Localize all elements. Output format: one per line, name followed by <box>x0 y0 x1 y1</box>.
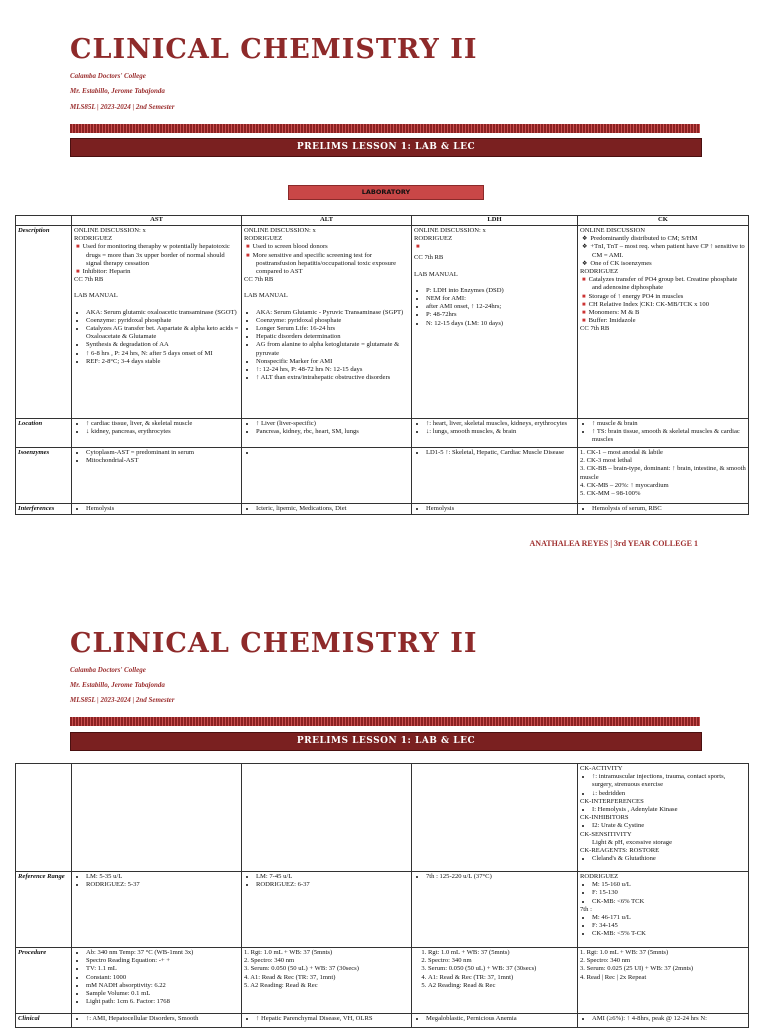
text-line: 4. A1: Read & Rec (TR: 37, 1mnt) <box>244 973 336 981</box>
list-item: • Icteric, lipemic, Medications, Diet <box>256 505 409 513</box>
text-line: CC 7th RB <box>74 276 104 284</box>
section-label: LABORATORY <box>288 185 484 200</box>
list-item: • 7th : 125-220 u/L (37°C) <box>426 873 575 881</box>
list-item: • Constant: 1000 <box>86 974 239 982</box>
text-line: CC 7th RB <box>414 254 444 262</box>
list-item: 2. Spectro: 340 nm <box>428 957 575 965</box>
list-item: • ↑ TS: brain tissue, smooth & skeletal muscles & cardiac muscles <box>592 428 746 444</box>
ast-clinical <box>72 1014 242 1028</box>
column-header: CK <box>578 216 749 226</box>
list-item: • AG from alanine to alpha ketoglutarate = glutamate & pyruvate <box>256 341 409 357</box>
text-line <box>74 284 239 292</box>
row-label: Description <box>16 226 72 419</box>
list-item: • REF: 2-8°C; 3-4 days stable <box>86 358 239 366</box>
table-row <box>16 1014 749 1028</box>
list-item: • P: 48-72hrs <box>426 311 575 319</box>
list-item: ■ More sensitive and specific screening test for posttransfusion hepatitis/occupational toxic exposure compared to AST <box>256 252 409 277</box>
row-label: Procedure <box>16 948 72 1014</box>
list-item: • ↑ Liver (liver-specific) <box>256 420 409 428</box>
text-line <box>414 263 575 271</box>
list-item: • M: 46-171 u/L <box>592 914 746 922</box>
subheading: CK-REAGENTS: ROSTORE <box>580 847 660 855</box>
list-item: • Coenzyme: pyridoxal phosphate <box>86 317 239 325</box>
authors: Mr. Estabillo, Jerome Tabajonda <box>70 87 165 95</box>
text-line: 2. Spectro: 340 nm <box>580 957 631 965</box>
list-item: ■ Used for monitoring theraphy w potentially hepatotoxic drugs = more than 3x upper border of normal should signal therapy cessation <box>86 243 239 268</box>
list-item: • AMI (≥6%): ↑ 4-8hrs, peak @ 12-24 hrs N: <box>592 1015 746 1023</box>
table-row <box>16 419 749 448</box>
list-item: • Mitochondrial-AST <box>86 457 239 465</box>
text-line: RODRIGUEZ <box>244 235 283 243</box>
list-item: • LD1-5 ↑: Skeletal, Hepatic, Cardiac Muscle Disease <box>426 449 575 457</box>
list-item: • ↓: bedridden <box>592 790 746 798</box>
text-line: 1. Rgt: 1.0 mL + WB: 37 (5mnts) <box>580 949 669 956</box>
list-item: • RODRIGUEZ: 5-37 <box>86 881 239 889</box>
list-item: • NEM for AMI: <box>426 295 575 303</box>
list-item: • Pancreas, kidney, rbc, heart, SM, lungs <box>256 428 409 436</box>
ck-isoenzymes <box>578 448 749 504</box>
ldh-isoenzymes <box>412 448 578 504</box>
list-item: • after AMI onset, ↑ 12-24hrs; <box>426 303 575 311</box>
list-item: ■ Monomers: M & B <box>592 309 746 317</box>
subheading: CK-INTERFERENCES <box>580 797 644 805</box>
list-item: • Cytoplasm-AST = predominant in serum <box>86 449 239 457</box>
text-line <box>244 284 409 292</box>
row-label: Clinical <box>16 1014 72 1028</box>
text-line: 2. CK-3 most lethal <box>580 457 633 465</box>
table-row <box>16 504 749 515</box>
row-label: Interferences <box>16 504 72 515</box>
list-item: • Spectro Reading Equation: -+ + <box>86 957 239 965</box>
ck-reference <box>578 872 749 948</box>
page-footer: ANATHALEA REYES | 3rd YEAR COLLEGE 1 <box>529 539 698 548</box>
ast-description <box>72 226 242 419</box>
text-line: 3. Serum: 0.025 (25 UI) + WB: 37 (2mnts) <box>580 965 694 973</box>
list-item: • Cleland's & Glutathione <box>592 855 746 863</box>
ldh-description <box>412 226 578 419</box>
list-item: Light & pH, excessive storage <box>592 838 673 846</box>
text-line: 1. Rgt: 1.0 mL + WB: 37 (5mnts) <box>244 949 333 956</box>
list-item: • ↑: intramuscular injections, trauma, contact sports, surgery, strenuous exercise <box>592 773 746 789</box>
list-item: • Sample Volume: 0.1 mL <box>86 990 239 998</box>
text-line: 4. Read | Rec | 2x Repeat <box>580 973 647 981</box>
subheading: CK-ACTIVITY <box>580 765 623 772</box>
table-header-row <box>16 216 749 226</box>
text-line: RODRIGUEZ <box>580 268 619 276</box>
ck-clinical <box>578 1014 749 1028</box>
row-label: Location <box>16 419 72 448</box>
list-item: • Hemolysis of serum, RBC <box>592 505 746 513</box>
list-item: • N: 12-15 days (LM: 10 days) <box>426 320 575 328</box>
subheading: CK-INHIBITORS <box>580 814 629 822</box>
list-item: • I: Hemolysis , Adenylate Kinase <box>592 806 746 814</box>
list-item: • CK-MB: <6% TCK <box>592 898 746 906</box>
page-title: CLINICAL CHEMISTRY II <box>70 628 478 659</box>
empty-cell <box>16 764 72 872</box>
alt-clinical <box>242 1014 412 1028</box>
list-item: 1. Rgt: 1.0 mL + WB: 37 (5mnts) <box>428 949 575 957</box>
text-line: CC 7th RB <box>580 325 610 333</box>
lesson-banner: PRELIMS LESSON 1: LAB & LEC <box>70 138 702 157</box>
list-item: • ↑ cardiac tissue, liver, & skeletal muscle <box>86 420 239 428</box>
course-info: MLS85L | 2023-2024 | 2nd Semester <box>70 696 175 704</box>
list-item: • AKA: Serum glutamic oxaloacetic transaminase (SGOT) <box>86 309 239 317</box>
ck-procedure <box>578 948 749 1014</box>
divider-stripe <box>70 124 700 133</box>
text-line: LAB MANUAL <box>74 292 118 300</box>
empty-cell <box>412 764 578 872</box>
text-line: LAB MANUAL <box>414 270 458 278</box>
list-item: ■ Buffer: Imidazole <box>592 317 746 325</box>
college-name: Calamba Doctors' College <box>70 72 146 80</box>
list-item: • RODRIGUEZ: 6-37 <box>256 881 409 889</box>
list-item: • TV: 1.1 mL <box>86 965 239 973</box>
text-line: 3. Serum: 0.050 (50 uL) + WB: 37 (30secs) <box>244 965 359 973</box>
ast-location <box>72 419 242 448</box>
table-row <box>16 948 749 1014</box>
text-line: 5. CK-MM – 98-100% <box>580 490 641 498</box>
list-item: • AKA: Serum Glutamic - Pyruvic Transaminase (SGPT) <box>256 309 409 317</box>
list-item: ■ Storage of ↑ energy PO4 in muscles <box>592 293 746 301</box>
list-item: • I2: Urate & Cystine <box>592 822 746 830</box>
list-item: ❖ One of CK isoenzymes <box>592 260 746 268</box>
ck-location <box>578 419 749 448</box>
text-line: 1. CK-1 – most anodal & labile <box>580 449 663 456</box>
subheading: CK-SENSITIVITY <box>580 830 632 838</box>
hand-point-icon: ■ <box>416 244 420 251</box>
course-info: MLS85L | 2023-2024 | 2nd Semester <box>70 103 175 111</box>
list-item: • Nonspecific Marker for AMI <box>256 358 409 366</box>
ldh-location <box>412 419 578 448</box>
ast-interferences <box>72 504 242 515</box>
alt-procedure <box>242 948 412 1014</box>
list-item: 3. Serum: 0.050 (50 uL) + WB: 37 (30secs) <box>428 965 575 973</box>
list-item: • ↑ muscle & brain <box>592 420 746 428</box>
list-item: • ↑ 6-8 hrs , P: 24 hrs, N: after 5 days onset of MI <box>86 350 239 358</box>
subheading: 7th : <box>580 905 592 913</box>
text-line: CC 7th RB <box>244 276 274 284</box>
list-item <box>256 449 409 457</box>
alt-description <box>242 226 412 419</box>
ldh-clinical <box>412 1014 578 1028</box>
list-item: • LM: 5-35 u/L <box>86 873 239 881</box>
list-item: • P: LDH into Enzymes (DSD) <box>426 287 575 295</box>
table-row <box>16 872 749 948</box>
list-item: ■ Used to screen blood donors <box>256 243 409 251</box>
text-line: 3. CK-BB – brain-type, dominant: ↑ brain, intestine, & smooth muscle <box>580 465 746 481</box>
alt-reference <box>242 872 412 948</box>
list-item: • CK-MB: <5% T-CK <box>592 930 746 938</box>
list-item: • Ab: 340 nm Temp: 37 °C (WB-1mnt 3x) <box>86 949 239 957</box>
text-line: 4. CK-MB – 20%: ↑ myocardium <box>580 481 669 489</box>
list-item: • Hemolysis <box>426 505 575 513</box>
table-row <box>16 448 749 504</box>
ast-reference <box>72 872 242 948</box>
list-item: • Longer Serum Life: 16-24 hrs <box>256 325 409 333</box>
text-line: 5. A2 Reading: Read & Rec <box>244 981 318 989</box>
list-item: 5. A2 Reading: Read & Rec <box>428 982 575 990</box>
list-item: • ↑: 12-24 hrs, P: 48-72 hrs N: 12-15 days <box>256 366 409 374</box>
list-item: • ↓: lungs, smooth muscles, & brain <box>426 428 575 436</box>
lesson-banner: PRELIMS LESSON 1: LAB & LEC <box>70 732 702 751</box>
page-title: CLINICAL CHEMISTRY II <box>70 34 478 65</box>
authors: Mr. Estabillo, Jerome Tabajonda <box>70 681 165 689</box>
list-item: ❖ +TnI, TnT – most req. when patient have CP ↑ sensitive to CM = AMI. <box>592 243 746 259</box>
list-item: ■ Catalyzes transfer of PO4 group bet. Creatine phosphate and adenosine diphosphate <box>592 276 746 292</box>
list-item: • Light path: 1cm 6. Factor: 1768 <box>86 998 239 1006</box>
list-item: • Coenzyme: pyridoxal phosphate <box>256 317 409 325</box>
ck-extra <box>578 764 749 872</box>
column-header: ALT <box>242 216 412 226</box>
ast-isoenzymes <box>72 448 242 504</box>
subheading: RODRIGUEZ <box>580 873 619 880</box>
ck-interferences <box>578 504 749 515</box>
list-item: • Catalyzes AG transfer bet. Aspartate & alpha keto acids = Oxaloacetate & Glutamate <box>86 325 239 341</box>
row-label: Isoenzymes <box>16 448 72 504</box>
text-line: LAB MANUAL <box>244 292 288 300</box>
list-item: • ↑: AMI, Hepatocellular Disorders, Smooth <box>86 1015 239 1023</box>
list-item: ■ Inhibitor: Heparin <box>86 268 239 276</box>
empty-cell <box>72 764 242 872</box>
ldh-reference <box>412 872 578 948</box>
list-item: • ↑: heart, liver, skeletal muscles, kidneys, erythrocytes <box>426 420 575 428</box>
column-header: AST <box>72 216 242 226</box>
text-line: RODRIGUEZ <box>74 235 113 243</box>
alt-interferences <box>242 504 412 515</box>
enzyme-table-1 <box>15 215 749 515</box>
row-label: Reference Range <box>16 872 72 948</box>
list-item: • ↓ kidney, pancreas, erythrocytes <box>86 428 239 436</box>
list-item: • Hepatic disorders determination <box>256 333 409 341</box>
alt-isoenzymes <box>242 448 412 504</box>
list-item: ❖ Predominantly distributed to CM; S/HM <box>592 235 746 243</box>
list-item: • F: 34-145 <box>592 922 746 930</box>
list-item: ■ CH Relative Index |CKI: CK-MB/TCK x 100 <box>592 301 746 309</box>
table-row <box>16 764 749 872</box>
list-item: • ↑ Hepatic Parenchymal Disease, VH, OLRS <box>256 1015 409 1023</box>
list-item: • Synthesis & degradation of AA <box>86 341 239 349</box>
list-item: • F: 15-130 <box>592 889 746 897</box>
divider-stripe <box>70 717 700 726</box>
text-line: ONLINE DISCUSSION: x <box>414 227 486 234</box>
text-line: ONLINE DISCUSSION <box>580 227 646 234</box>
college-name: Calamba Doctors' College <box>70 666 146 674</box>
ldh-procedure <box>412 948 578 1014</box>
alt-location <box>242 419 412 448</box>
text-line: RODRIGUEZ <box>414 235 453 243</box>
table-row <box>16 226 749 419</box>
ast-procedure <box>72 948 242 1014</box>
list-item: • ↑ ALT than extra/intrahepatic obstructive disorders <box>256 374 409 382</box>
empty-cell <box>242 764 412 872</box>
list-item: • Megaloblastic, Pernicious Anemia <box>426 1015 575 1023</box>
list-item: • mM NADH absorptivity: 6.22 <box>86 982 239 990</box>
list-item: 4. A1: Read & Rec (TR: 37, 1mnt) <box>428 974 575 982</box>
ldh-interferences <box>412 504 578 515</box>
text-line: ONLINE DISCUSSION: x <box>244 227 316 234</box>
enzyme-table-2 <box>15 763 749 1028</box>
text-line: ONLINE DISCUSSION: x <box>74 227 146 234</box>
ck-description <box>578 226 749 419</box>
list-item: • M: 15-160 u/L <box>592 881 746 889</box>
text-line: 2. Spectro: 340 nm <box>244 957 295 965</box>
header-blank <box>16 216 72 226</box>
list-item: • LM: 7-45 u/L <box>256 873 409 881</box>
list-item: • Hemolysis <box>86 505 239 513</box>
column-header: LDH <box>412 216 578 226</box>
